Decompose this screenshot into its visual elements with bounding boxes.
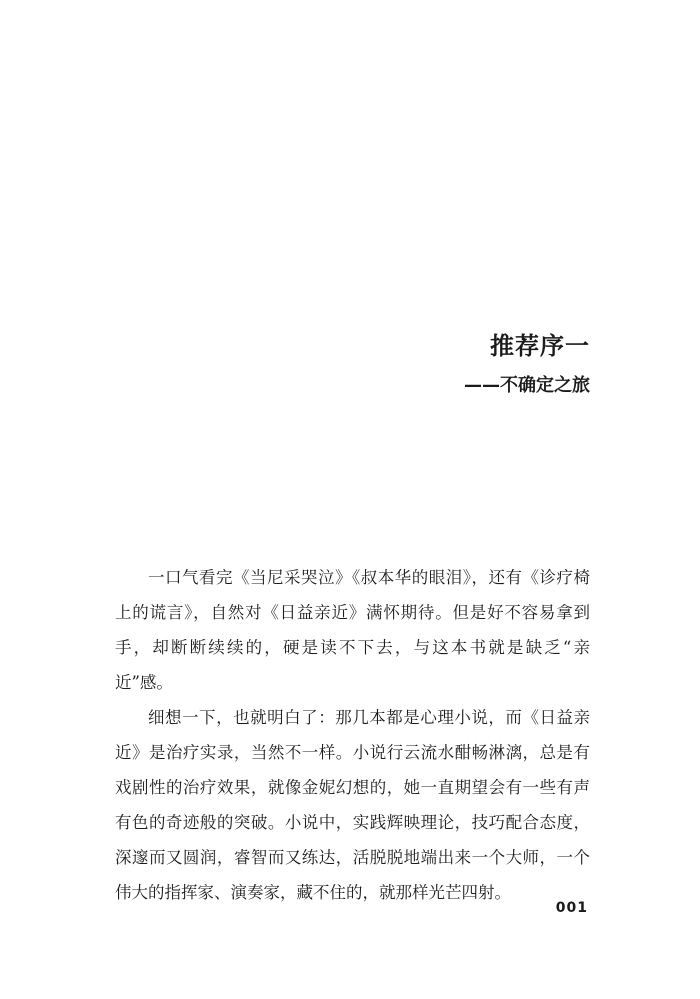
chapter-subtitle: ——不确定之旅: [464, 375, 590, 396]
paragraph: 一口气看完《当尼采哭泣》《叔本华的眼泪》，还有《诊疗椅上的谎言》，自然对《日益亲近》满怀期待。但是好不容易拿到手，却断断续续的，硬是读不下去，与这本书就是缺乏“亲近”感。: [115, 568, 590, 692]
body-text: [115, 560, 590, 910]
chapter-title: 推荐序一: [490, 332, 590, 360]
paragraph: 细想一下，也就明白了：那几本都是心理小说，而《日益亲近》是治疗实录，当然不一样。小说行云流水酣畅淋漓，总是有戏剧性的治疗效果，就像金妮幻想的，她一直期望会有一些有声有色的奇迹般的突破。小说中，实践辉映理论，技巧配合态度，深邃而又圆润，睿智而又练达，活脱脱地端出来一个大师，一个伟大的指挥家、演奏家，藏不住的，就那样光芒四射。: [115, 708, 590, 902]
page-number: 001: [555, 900, 588, 916]
